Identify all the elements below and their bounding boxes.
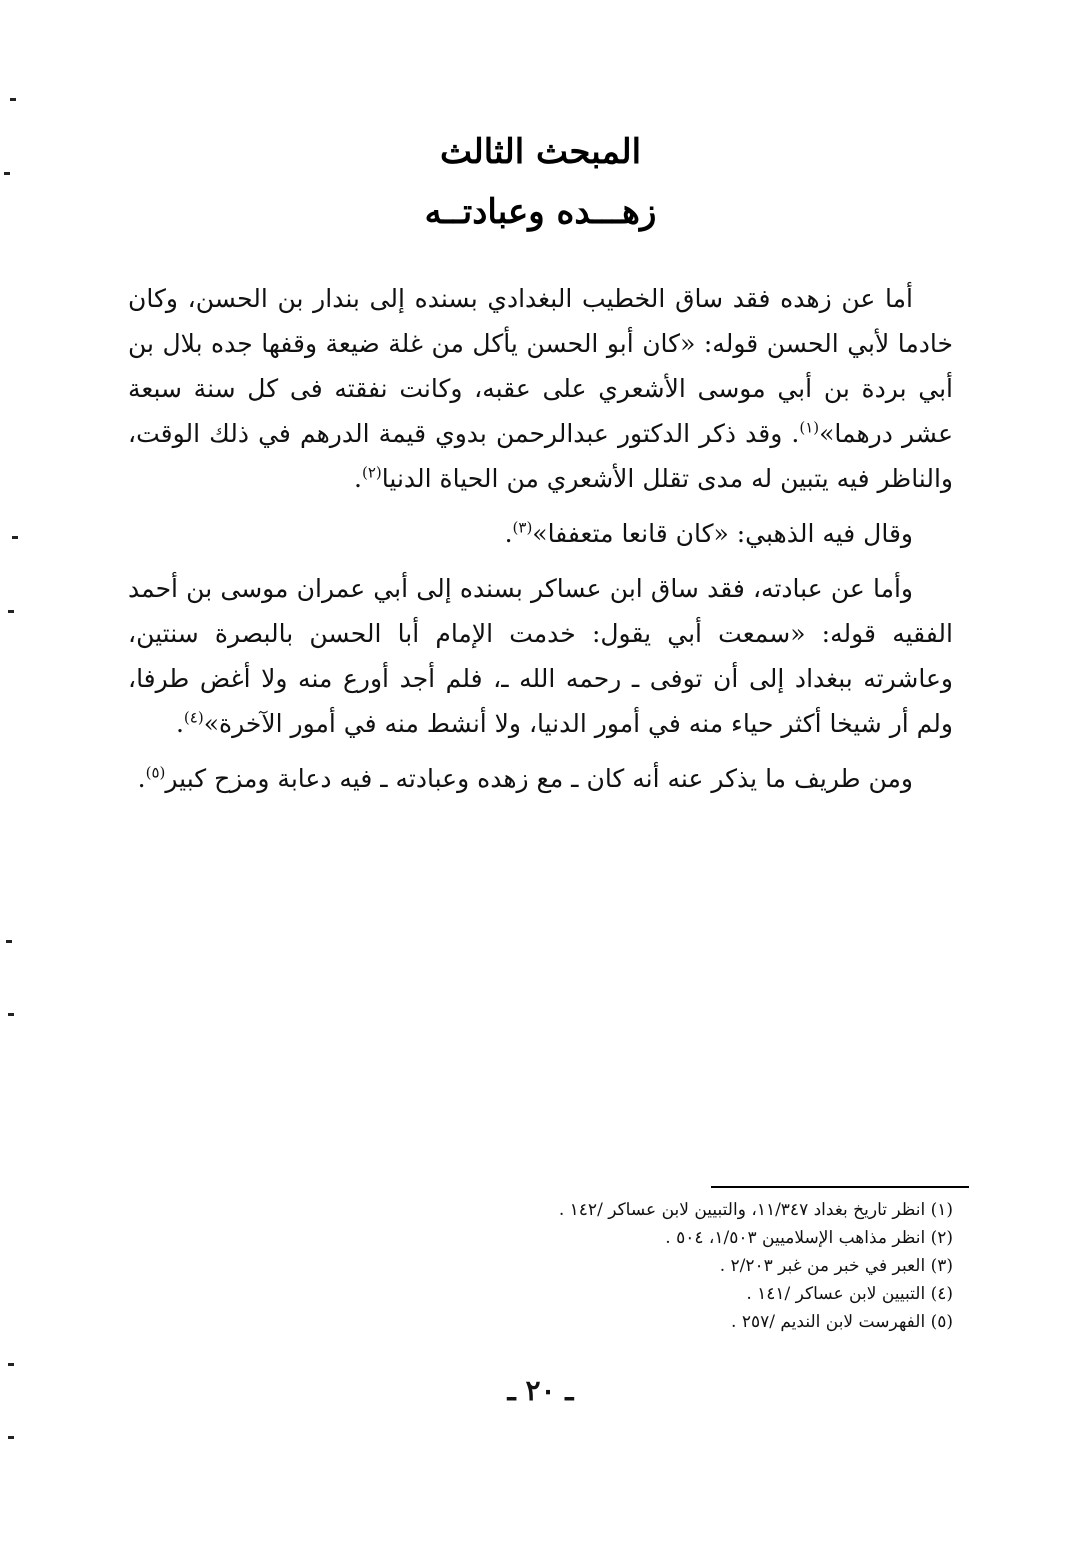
paragraph-text: وقال فيه الذهبي: «كان قانعا متعففا» xyxy=(532,519,913,548)
paragraph-text: . xyxy=(354,464,362,493)
scan-mark xyxy=(8,1436,14,1439)
paragraph-text: وأما عن عبادته، فقد ساق ابن عساكر بسنده إلى أبي عمران موسى بن أحمد الفقيه قوله: «سمعت أبي يقول: خدمت الإمام أبا الحسن بالبصرة سنتين، وعاشرته ببغداد إلى أن توفى ـ رحمه الله ـ، فلم أجد أورع منه ولا أغض طرفا، ولم أر شيخا أكثر حياء منه في أمور الدنيا، ولا أنشط منه في أمور الآخرة» xyxy=(128,574,953,738)
section-title: زهـــده وعبادتــه xyxy=(424,192,657,232)
paragraph-text: . وقد ذكر الدكتور عبدالرحمن بدوي قيمة الدرهم في ذلك الوقت، والناظر فيه يتبين له مدى تقلل الأشعري من الحياة الدنيا xyxy=(128,419,953,493)
scan-mark xyxy=(4,172,10,175)
footnote-item: (٣) العبر في خبر من غبر ٢/٢٠٣ . xyxy=(719,1256,953,1276)
footnote-item: (٢) انظر مذاهب الإسلاميين ١/٥٠٣، ٥٠٤ . xyxy=(665,1228,953,1248)
scan-mark xyxy=(6,940,12,943)
footnote-ref: (٣) xyxy=(512,518,533,537)
paragraph-text: ومن طريف ما يذكر عنه أنه كان ـ مع زهده وعبادته ـ فيه دعابة ومزح كبير xyxy=(165,764,913,793)
scan-mark xyxy=(8,1363,14,1366)
paragraph-worship xyxy=(128,566,953,746)
footnote-ref: (٤) xyxy=(183,708,204,727)
paragraph-dhahabi xyxy=(128,511,953,556)
section-heading: المبحث الثالث xyxy=(439,132,642,172)
paragraph-asceticism xyxy=(128,276,953,501)
page-number: ـ ٢٠ ـ xyxy=(507,1374,574,1407)
paragraph-text: . xyxy=(137,764,146,793)
body-text xyxy=(128,276,953,811)
footnotes xyxy=(430,1196,953,1336)
footnote-ref: (٥) xyxy=(145,763,166,782)
footnote-ref: (٢) xyxy=(362,463,382,482)
scan-mark xyxy=(8,610,14,613)
paragraph-humor xyxy=(128,756,953,801)
footnote-item: (٤) التبيين لابن عساكر /١٤١ . xyxy=(746,1284,953,1304)
footnote-ref: (١) xyxy=(799,418,820,437)
scan-mark xyxy=(10,98,16,101)
footnote-divider xyxy=(711,1186,969,1188)
scan-mark xyxy=(12,536,18,539)
paragraph-text: . xyxy=(504,519,513,548)
footnote-item: (١) انظر تاريخ بغداد ١١/٣٤٧، والتبيين لابن عساكر /١٤٢ . xyxy=(558,1200,953,1220)
scan-mark xyxy=(8,1013,14,1016)
paragraph-text: أما عن زهده فقد ساق الخطيب البغدادي بسنده إلى بندار بن الحسن، وكان خادما لأبي الحسن قوله: «كان أبو الحسن يأكل من غلة ضيعة وقفها جده بلال بن أبي بردة بن أبي موسى الأشعري على عقبه، وكانت نفقته فى كل سنة سبعة عشر درهما» xyxy=(128,284,953,448)
paragraph-text: . xyxy=(175,709,184,738)
footnote-item: (٥) الفهرست لابن النديم /٢٥٧ . xyxy=(731,1312,953,1332)
